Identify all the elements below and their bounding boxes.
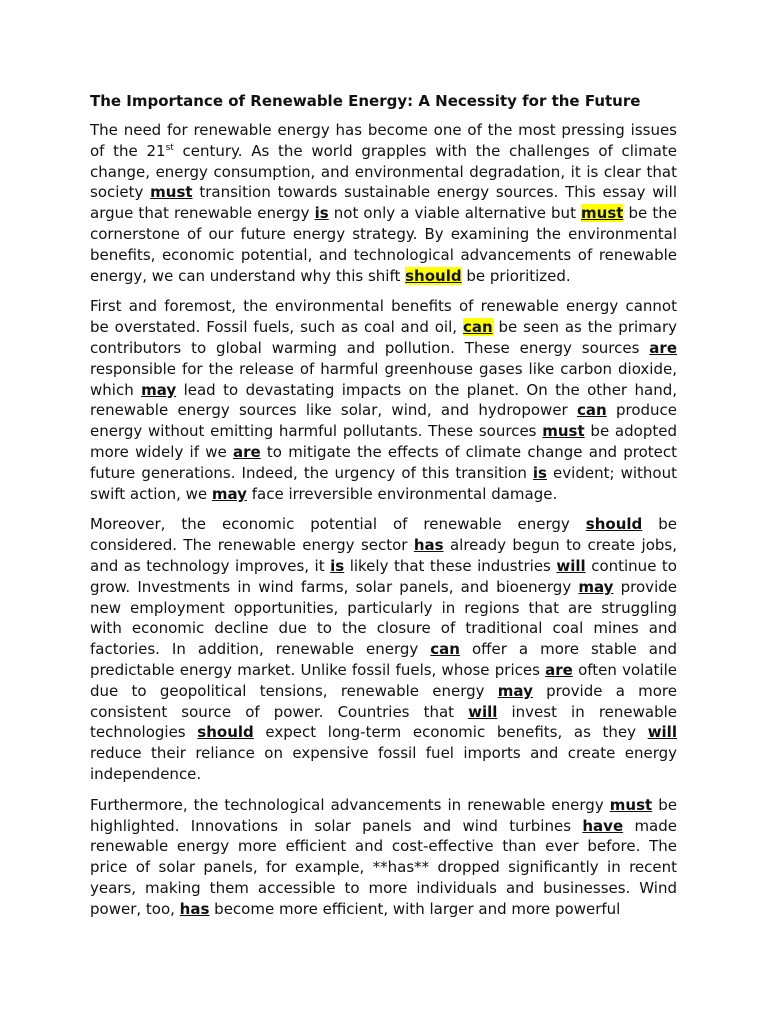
text-run: be seen as the primary contributors to global warming and pollution. These energy sources <box>90 318 677 357</box>
text-run: be the cornerstone of our future energy strategy. By examining the environmental benefits, economic potential, and technological advancements of renewable energy, we can understand why this shift <box>90 204 677 285</box>
text-run: expect long-term economic benefits, as they <box>253 723 648 742</box>
emphasized-modal-word: may <box>497 681 533 700</box>
emphasized-modal-word: must <box>542 422 585 441</box>
text-run: become more efficient, with larger and more powerful <box>209 899 621 918</box>
text-run: evident; without swift action, we <box>90 463 677 503</box>
text-run: lead to devastating impacts on the planet. On the other hand, renewable energy sources like solar, wind, and hydropower <box>90 380 677 420</box>
text-run: face irreversible environmental damage. <box>246 484 558 503</box>
text-run: provide new employment opportunities, particularly in regions that are struggling with economic decline due to the closure of traditional coal mines and factories. In addition, renewable energy <box>90 577 677 659</box>
text-run: transition towards sustainable energy sources. This essay will argue that renewable energy <box>90 183 677 223</box>
emphasized-modal-word: may <box>141 380 177 399</box>
emphasized-modal-word: is <box>532 463 547 482</box>
text-run: not only a viable alternative but <box>328 204 582 223</box>
highlighted-modal-word: must <box>581 204 624 223</box>
text-run: likely that these industries <box>344 556 557 575</box>
text-run: century. As the world grapples with the challenges of climate change, energy consumption, and environmental degradation, it is clear that society <box>90 141 677 202</box>
text-run: be adopted more widely if we <box>90 422 677 461</box>
text-run: be considered. The renewable energy sector <box>90 515 677 555</box>
emphasized-modal-word: should <box>585 515 643 534</box>
paragraph <box>90 120 677 286</box>
emphasized-modal-word: are <box>232 442 261 461</box>
highlighted-modal-word: can <box>462 318 493 337</box>
text-run: offer a more stable and predictable energy market. Unlike fossil fuels, whose prices <box>90 640 677 679</box>
text-run: Moreover, the economic potential of renewable energy <box>90 515 586 534</box>
document-page <box>90 88 677 929</box>
text-run: First and foremost, the environmental benefits of renewable energy cannot be overstated. Fossil fuels, such as coal and oil, <box>90 297 677 337</box>
document-title: The Importance of Renewable Energy: A Necessity for the Future <box>90 92 641 110</box>
text-run: be highlighted. Innovations in solar panels and wind turbines <box>90 795 677 835</box>
highlighted-modal-word: should <box>405 266 462 285</box>
emphasized-modal-word: is <box>314 204 329 223</box>
emphasized-modal-word: will <box>556 556 586 575</box>
emphasized-modal-word: will <box>468 702 498 721</box>
paragraph <box>90 795 677 920</box>
text-run: continue to grow. Investments in wind farms, solar panels, and bioenergy <box>90 556 677 596</box>
emphasized-modal-word: are <box>649 338 677 357</box>
emphasized-modal-word: may <box>211 484 247 503</box>
text-run: made renewable energy more efficient and cost-effective than ever before. The price of solar panels, for example, **has** dropped significantly in recent years, making them accessible to more individuals and businesses. Wind power, too, <box>90 816 677 918</box>
emphasized-modal-word: has <box>179 899 210 918</box>
text-run: often volatile due to geopolitical tensions, renewable energy <box>90 660 677 700</box>
superscript-text: st <box>165 142 174 153</box>
emphasized-modal-word: is <box>330 556 345 575</box>
emphasized-modal-word: are <box>545 660 573 679</box>
text-run: be prioritized. <box>461 266 571 285</box>
emphasized-modal-word: can <box>576 401 607 420</box>
paragraph <box>90 296 677 504</box>
paragraph <box>90 514 677 784</box>
text-run: invest in renewable technologies <box>90 702 677 742</box>
text-run: Furthermore, the technological advancements in renewable energy <box>90 795 610 814</box>
emphasized-modal-word: must <box>150 183 193 202</box>
text-run: provide a more consistent source of power. Countries that <box>90 681 677 721</box>
emphasized-modal-word: should <box>197 723 254 742</box>
text-run: produce energy without emitting harmful pollutants. These sources <box>90 401 677 441</box>
emphasized-modal-word: must <box>609 795 653 814</box>
emphasized-modal-word: may <box>578 577 614 596</box>
document-body <box>90 120 677 919</box>
text-run: reduce their reliance on expensive fossil fuel imports and create energy independence. <box>90 744 677 783</box>
emphasized-modal-word: has <box>413 536 444 555</box>
emphasized-modal-word: have <box>582 816 624 835</box>
text-run: to mitigate the effects of climate change and protect future generations. Indeed, the urgency of this transition <box>90 442 677 482</box>
text-run: The need for renewable energy has become one of the most pressing issues of the 21 <box>90 121 677 160</box>
emphasized-modal-word: will <box>647 723 677 742</box>
emphasized-modal-word: can <box>430 640 460 659</box>
text-run: responsible for the release of harmful greenhouse gases like carbon dioxide, which <box>90 359 677 399</box>
text-run: already begun to create jobs, and as technology improves, it <box>90 536 677 575</box>
